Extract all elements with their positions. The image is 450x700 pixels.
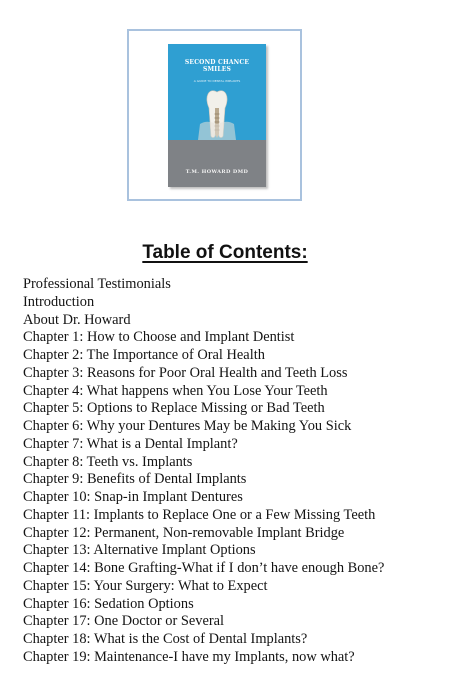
toc-item: Chapter 14: Bone Grafting-What if I don’t have enough Bone? (23, 560, 385, 576)
toc-item: Chapter 3: Reasons for Poor Oral Health and Teeth Loss (23, 364, 348, 381)
toc-item: Chapter 17: One Doctor or Several (23, 613, 225, 630)
book-title-line-1: SECOND CHANCE (184, 59, 250, 66)
book-subtitle: A GUIDE TO DENTAL IMPLANTS (193, 79, 241, 83)
book-cover (168, 44, 266, 187)
toc-item: Chapter 4: What happens when You Lose Your Teeth (23, 382, 328, 399)
toc-item: Chapter 2: The Importance of Oral Health (23, 347, 265, 363)
toc-item: Chapter 18: What is the Cost of Dental Implants? (23, 631, 308, 647)
toc-item: Chapter 9: Benefits of Dental Implants (23, 471, 247, 488)
tooth-implant-illustration (192, 88, 242, 140)
toc-item: Chapter 6: Why your Dentures May be Making You Sick (23, 418, 352, 434)
gum-shape (198, 122, 236, 140)
book-title-line-2: SMILES (202, 66, 232, 73)
toc-item: Chapter 1: How to Choose and Implant Dentist (23, 329, 295, 346)
book-title (168, 59, 266, 73)
book-author: T.M. HOWARD DMD (185, 169, 249, 175)
toc-item: Chapter 16: Sedation Options (23, 595, 194, 612)
toc-item: Chapter 11: Implants to Replace One or a Few Missing Teeth (23, 506, 376, 523)
toc-list (23, 276, 384, 667)
toc-item: Professional Testimonials (23, 276, 171, 292)
toc-item: Chapter 15: Your Surgery: What to Expect (23, 577, 268, 594)
book-cover-frame (127, 29, 302, 201)
toc-item: Chapter 10: Snap-in Implant Dentures (23, 489, 243, 505)
toc-item: Chapter 13: Alternative Implant Options (23, 542, 256, 559)
toc-item: Chapter 7: What is a Dental Implant? (23, 435, 238, 452)
toc-item: Chapter 8: Teeth vs. Implants (23, 453, 193, 470)
toc-item: Chapter 12: Permanent, Non-removable Implant Bridge (23, 524, 345, 541)
toc-heading (0, 229, 450, 266)
cover-bottom-band (168, 140, 266, 187)
toc-heading-text: Table of Contents: (142, 242, 308, 263)
toc-item: Introduction (23, 293, 95, 310)
toc-item: Chapter 5: Options to Replace Missing or Bad Teeth (23, 400, 325, 417)
toc-item: Chapter 19: Maintenance-I have my Implants, now what? (23, 648, 355, 665)
toc-item: About Dr. Howard (23, 311, 131, 328)
